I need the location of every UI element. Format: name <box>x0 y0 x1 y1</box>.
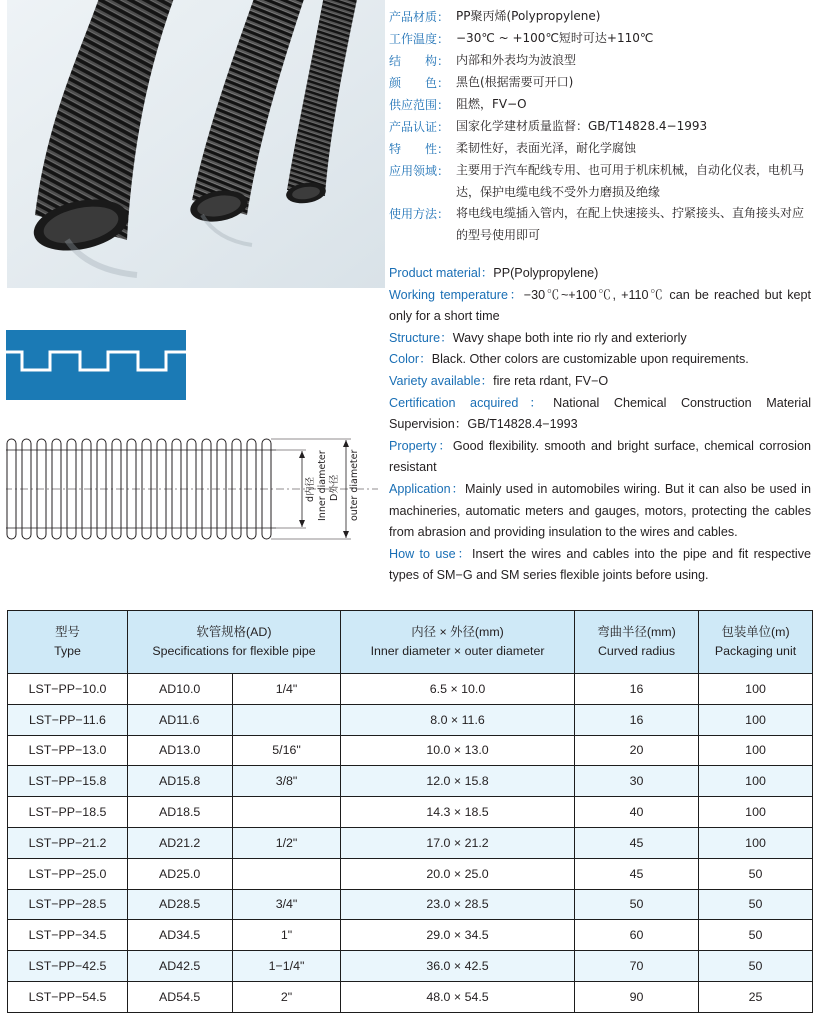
table-row <box>8 766 813 797</box>
en-spec-label: Certification acquired： <box>389 395 554 410</box>
header-diameter: 内径 × 外径(mm) Inner diameter × outer diameter <box>341 611 575 674</box>
en-spec-value: Wavy shape both inte rio rly and exteriorly <box>452 330 687 345</box>
header-spec: 软管规格(AD) Specifications for flexible pipe <box>128 611 341 674</box>
cn-spec-value: 主要用于汽车配线专用、也可用于机床机械，自动化仪表，电机马达，保护电缆电线不受外力磨损及绝缘 <box>456 163 805 199</box>
cn-spec-application <box>389 160 813 203</box>
corrugation-profile-diagram <box>6 330 186 400</box>
cell-ad: AD25.0 <box>128 858 233 889</box>
cell-dims: 8.0 × 11.6 <box>341 704 575 735</box>
cell-inch: 3/4" <box>233 889 341 920</box>
en-spec-label: Property： <box>389 438 453 453</box>
cell-pack: 50 <box>699 951 813 982</box>
cell-ad: AD21.2 <box>128 827 233 858</box>
cn-spec-label: 产品认证： <box>389 120 450 134</box>
en-spec-value: Mainly used in automobiles wiring. But it can also be used in machineries, automatic meters and gauges, motors, protecting the cables from abrasion and providing insulation to the wires and cables. <box>389 481 811 540</box>
cell-dims: 10.0 × 13.0 <box>341 735 575 766</box>
cell-radius: 70 <box>575 951 699 982</box>
en-spec-value: Black. Other colors are customizable upon requirements. <box>431 352 749 367</box>
cell-type: LST−PP−21.2 <box>8 827 128 858</box>
cell-dims: 17.0 × 21.2 <box>341 827 575 858</box>
cn-spec-temperature <box>389 28 813 50</box>
cell-pack: 100 <box>699 766 813 797</box>
cn-spec-usage <box>389 203 813 246</box>
table-row <box>8 981 813 1012</box>
cn-spec-label: 产品材质： <box>389 10 450 24</box>
chinese-spec-list <box>389 6 813 246</box>
tube-dimension-diagram <box>6 418 386 558</box>
en-spec-application <box>389 479 811 544</box>
cn-spec-label: 工作温度： <box>389 32 450 46</box>
cell-ad: AD34.5 <box>128 920 233 951</box>
en-spec-value: fire reta rdant, FV−O <box>493 373 609 388</box>
cn-spec-structure <box>389 50 813 72</box>
table-row <box>8 920 813 951</box>
cell-inch: 1" <box>233 920 341 951</box>
cn-spec-label: 应用领域： <box>389 164 450 178</box>
en-spec-label: Product material： <box>389 266 494 280</box>
cell-ad: AD42.5 <box>128 951 233 982</box>
en-spec-value: National Chemical Construction Material Supervision：GB/T14828.4−1993 <box>389 395 811 432</box>
cell-type: LST−PP−11.6 <box>8 704 128 735</box>
en-spec-value: PP(Polypropylene) <box>493 266 599 280</box>
cell-inch <box>233 704 341 735</box>
en-spec-label: Application： <box>389 481 466 496</box>
en-spec-material <box>389 263 811 285</box>
cell-dims: 48.0 × 54.5 <box>341 981 575 1012</box>
cell-radius: 45 <box>575 827 699 858</box>
cell-pack: 100 <box>699 735 813 766</box>
cell-dims: 12.0 × 15.8 <box>341 766 575 797</box>
en-spec-temperature <box>389 285 811 328</box>
specification-table <box>7 610 813 1013</box>
cell-inch <box>233 858 341 889</box>
cell-type: LST−PP−42.5 <box>8 951 128 982</box>
header-type: 型号 Type <box>8 611 128 674</box>
cn-spec-label: 使用方法： <box>389 207 450 221</box>
cell-inch <box>233 797 341 828</box>
outer-diameter-label: outer diameter <box>349 449 360 521</box>
header-radius: 弯曲半径(mm) Curved radius <box>575 611 699 674</box>
cn-spec-value: 内部和外表均为波浪型 <box>456 53 577 67</box>
en-spec-label: Structure： <box>389 330 453 345</box>
cell-radius: 45 <box>575 858 699 889</box>
table-row <box>8 858 813 889</box>
en-spec-label: How to use： <box>389 546 472 561</box>
cn-spec-value: 黑色(根据需要可开口) <box>456 75 574 89</box>
cell-radius: 20 <box>575 735 699 766</box>
cell-pack: 100 <box>699 704 813 735</box>
cn-spec-value: 将电线电缆插入管内，在配上快速接头、拧紧接头、直角接头对应的型号使用即可 <box>456 206 805 242</box>
cell-pack: 50 <box>699 889 813 920</box>
cell-dims: 6.5 × 10.0 <box>341 674 575 705</box>
table-row <box>8 827 813 858</box>
cn-spec-supply-range <box>389 94 813 116</box>
cell-dims: 36.0 × 42.5 <box>341 951 575 982</box>
cell-inch: 3/8" <box>233 766 341 797</box>
en-spec-structure <box>389 328 811 350</box>
cell-pack: 25 <box>699 981 813 1012</box>
en-spec-label: Color： <box>389 352 432 367</box>
table-row <box>8 889 813 920</box>
en-spec-label: Variety available： <box>389 373 494 388</box>
cell-inch: 1/4" <box>233 674 341 705</box>
cn-spec-material <box>389 6 813 28</box>
en-spec-value: −30℃~+100℃, +110℃ can be reached but kept only for a short time <box>389 287 811 324</box>
table-row <box>8 797 813 828</box>
cn-spec-property <box>389 138 813 160</box>
english-spec-list <box>389 263 811 587</box>
en-spec-color <box>389 349 811 371</box>
cell-inch: 1/2" <box>233 827 341 858</box>
cn-spec-value: 阻燃，FV−O <box>456 97 527 111</box>
cell-dims: 29.0 × 34.5 <box>341 920 575 951</box>
cell-ad: AD10.0 <box>128 674 233 705</box>
cell-pack: 50 <box>699 920 813 951</box>
cell-ad: AD28.5 <box>128 889 233 920</box>
cell-ad: AD13.0 <box>128 735 233 766</box>
cell-inch: 1−1/4" <box>233 951 341 982</box>
cell-type: LST−PP−15.8 <box>8 766 128 797</box>
corrugated-tubes-image <box>7 0 385 288</box>
cell-pack: 50 <box>699 858 813 889</box>
cell-ad: AD54.5 <box>128 981 233 1012</box>
en-spec-certification <box>389 393 811 436</box>
cell-ad: AD15.8 <box>128 766 233 797</box>
cell-type: LST−PP−10.0 <box>8 674 128 705</box>
en-spec-variety <box>389 371 811 393</box>
table-row <box>8 735 813 766</box>
cell-radius: 60 <box>575 920 699 951</box>
cell-inch: 5/16" <box>233 735 341 766</box>
cell-type: LST−PP−34.5 <box>8 920 128 951</box>
en-spec-value: Insert the wires and cables into the pipe and fit respective types of SM−G and SM series flexible joints before using. <box>389 546 812 583</box>
cell-radius: 50 <box>575 889 699 920</box>
cell-type: LST−PP−54.5 <box>8 981 128 1012</box>
cell-type: LST−PP−28.5 <box>8 889 128 920</box>
D-outer-label: D外径 <box>329 474 340 501</box>
cell-ad: AD18.5 <box>128 797 233 828</box>
cn-spec-label: 颜 色： <box>389 76 450 90</box>
cn-spec-label: 结 构： <box>389 54 450 68</box>
cell-type: LST−PP−25.0 <box>8 858 128 889</box>
inner-diameter-label: Inner diameter <box>317 450 328 521</box>
cell-pack: 100 <box>699 797 813 828</box>
cell-pack: 100 <box>699 674 813 705</box>
table-row <box>8 951 813 982</box>
product-photo <box>7 0 385 288</box>
en-spec-value: Good flexibility. smooth and bright surface, chemical corrosion resistant <box>389 438 811 475</box>
cell-type: LST−PP−13.0 <box>8 735 128 766</box>
cn-spec-certification <box>389 116 813 138</box>
cell-radius: 16 <box>575 674 699 705</box>
cell-inch: 2" <box>233 981 341 1012</box>
header-packaging: 包装单位(m) Packaging unit <box>699 611 813 674</box>
cn-spec-value: 柔韧性好，表面光泽，耐化学腐蚀 <box>456 141 637 155</box>
cn-spec-label: 供应范围： <box>389 98 450 112</box>
cell-dims: 23.0 × 28.5 <box>341 889 575 920</box>
en-spec-property <box>389 436 811 479</box>
cell-dims: 20.0 × 25.0 <box>341 858 575 889</box>
table-row <box>8 704 813 735</box>
cn-spec-value: 国家化学建材质量监督：GB/T14828.4−1993 <box>456 119 708 133</box>
en-spec-label: Working temperature： <box>389 287 524 302</box>
cell-pack: 100 <box>699 827 813 858</box>
cn-spec-value: −30℃ ~ +100℃短时可达+110℃ <box>456 31 654 45</box>
cell-radius: 16 <box>575 704 699 735</box>
cn-spec-label: 特 性： <box>389 142 450 156</box>
cn-spec-color <box>389 72 813 94</box>
cell-radius: 90 <box>575 981 699 1012</box>
cell-radius: 40 <box>575 797 699 828</box>
cell-type: LST−PP−18.5 <box>8 797 128 828</box>
cell-radius: 30 <box>575 766 699 797</box>
cell-dims: 14.3 × 18.5 <box>341 797 575 828</box>
table-row <box>8 674 813 705</box>
cn-spec-value: PP聚丙烯(Polypropylene) <box>456 9 601 23</box>
en-spec-how-to-use <box>389 544 811 587</box>
table-header-row <box>8 611 813 674</box>
d-inner-label: d内径 <box>305 476 316 502</box>
cell-ad: AD11.6 <box>128 704 233 735</box>
